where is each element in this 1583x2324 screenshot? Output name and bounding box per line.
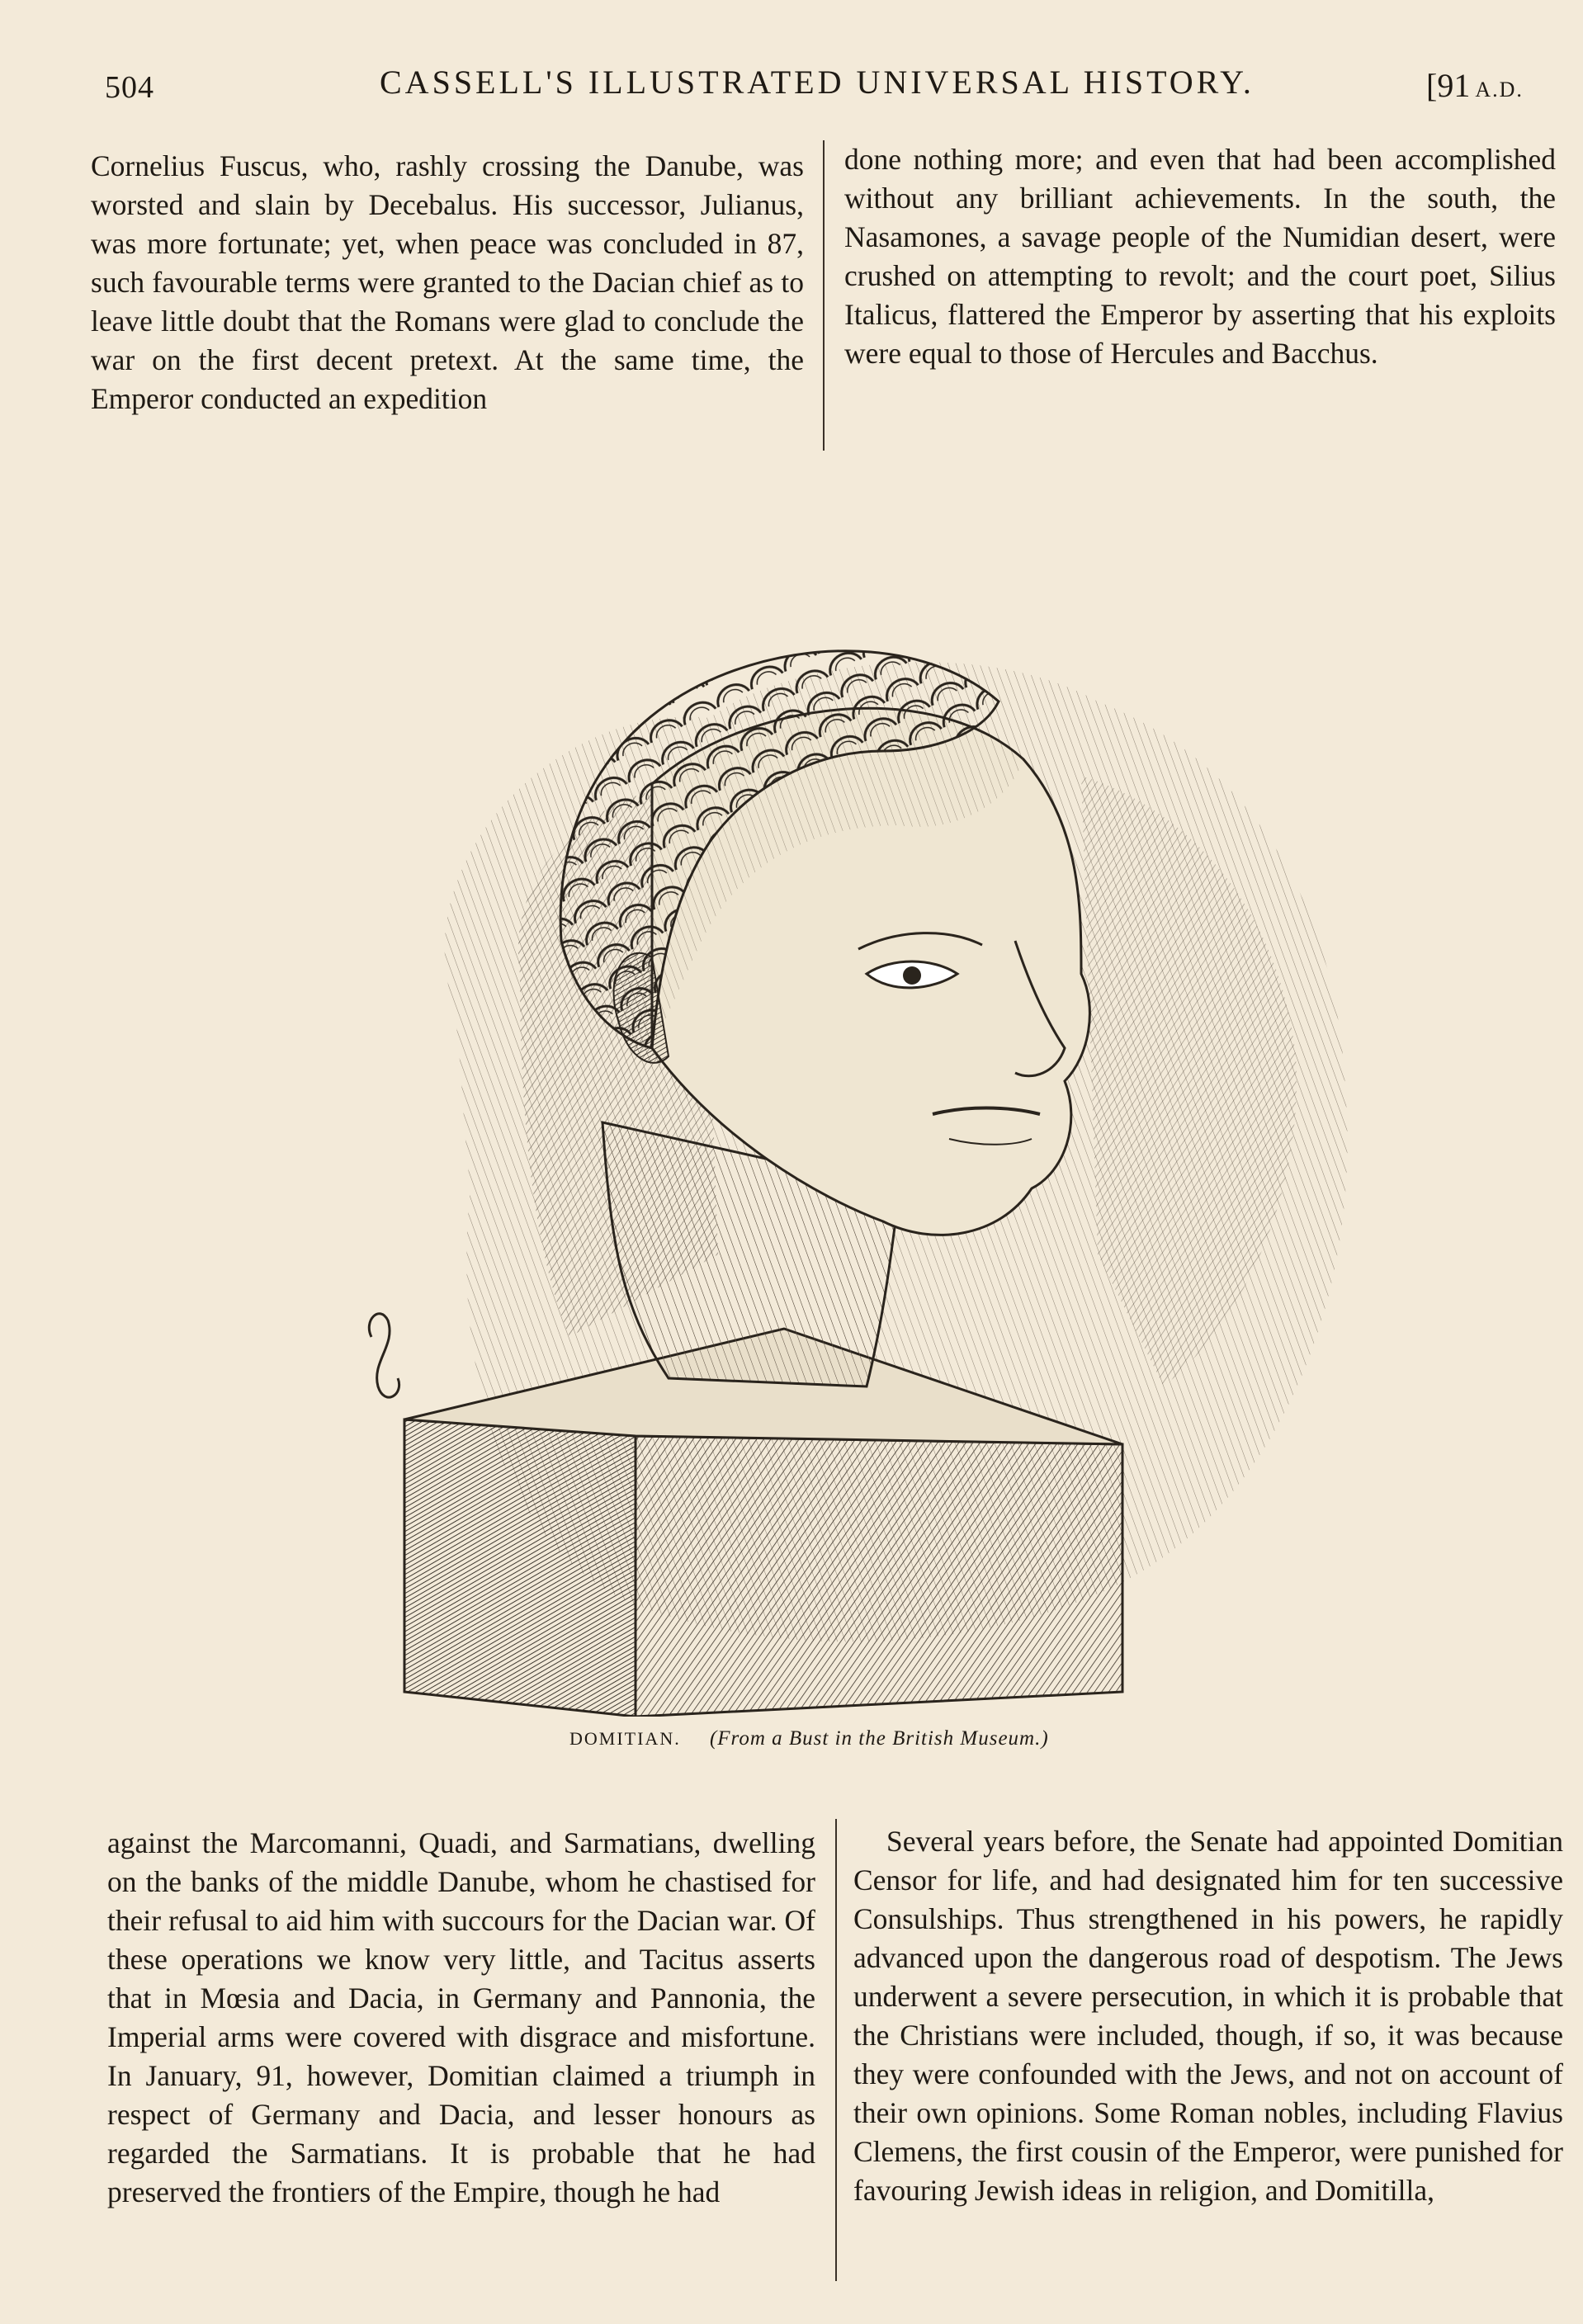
date-year: [91 bbox=[1426, 67, 1471, 104]
figure-caption bbox=[569, 1727, 1049, 1750]
caption-subject: DOMITIAN. bbox=[569, 1728, 681, 1749]
column-divider-bottom bbox=[835, 1819, 837, 2281]
column-divider-top bbox=[823, 140, 825, 451]
date-reference bbox=[1426, 66, 1524, 105]
column-top-right bbox=[844, 140, 1556, 373]
page-number: 504 bbox=[105, 70, 154, 105]
paragraph-bottom-left: against the Marcomanni, Quadi, and Sarmatians, dwelling on the banks of the middle Danube, whom he chastised for their refusal to aid him with succours for the Dacian war. Of these operations we know very little, and Tacitus asserts that in Mœsia and Dacia, in Germany and Pannonia, the Imperial arms were covered with disgrace and misfortune. In January, 91, however, Domitian claimed a triumph in respect of Germany and Dacia, and lesser honours as regarded the Sarmatians. It is probable that he had preserved the frontiers of the Empire, though he had bbox=[107, 1826, 815, 2208]
column-bottom-left bbox=[107, 1824, 815, 2212]
bust-illustration bbox=[355, 512, 1453, 1717]
column-top-left bbox=[91, 147, 804, 418]
paragraph-top-left: Cornelius Fuscus, who, rashly crossing the Danube, was worsted and slain by Decebalus. His successor, Julianus, was more fortunate; yet, when peace was concluded in 87, such favourable terms were granted to the Dacian chief as to leave little doubt that the Romans were glad to conclude the war on the first decent pretext. At the same time, the Emperor conducted an expedition bbox=[91, 149, 804, 415]
paragraph-top-right: done nothing more; and even that had been accomplished without any brilliant achievements. In the south, the Nasamones, a savage people of the Numidian desert, were crushed on attempting to revolt; and the court poet, Silius Italicus, flattered the Emperor by asserting that his exploits were equal to those of Hercules and Bacchus. bbox=[844, 143, 1556, 370]
running-title: CASSELL'S ILLUSTRATED UNIVERSAL HISTORY. bbox=[380, 64, 1255, 101]
paragraph-bottom-right: Several years before, the Senate had appointed Domitian Censor for life, and had designated him for ten successive Consulships. Thus strengthened in his powers, he rapidly advanced upon the dangerous road of despotism. The Jews underwent a severe persecution, in which it is probable that the Christians were included, though, if so, it was because they were confounded with the Jews, and not on account of their own opinions. Some Roman nobles, including Flavius Clemens, the first cousin of the Emperor, were punished for favouring Jewish ideas in religion, and Domitilla, bbox=[853, 1825, 1563, 2207]
caption-source: (From a Bust in the British Museum.) bbox=[709, 1727, 1049, 1750]
page-header bbox=[0, 0, 1583, 132]
domitian-bust-engraving bbox=[355, 512, 1453, 1717]
date-era: A.D. bbox=[1475, 78, 1524, 102]
column-bottom-right bbox=[853, 1822, 1563, 2210]
